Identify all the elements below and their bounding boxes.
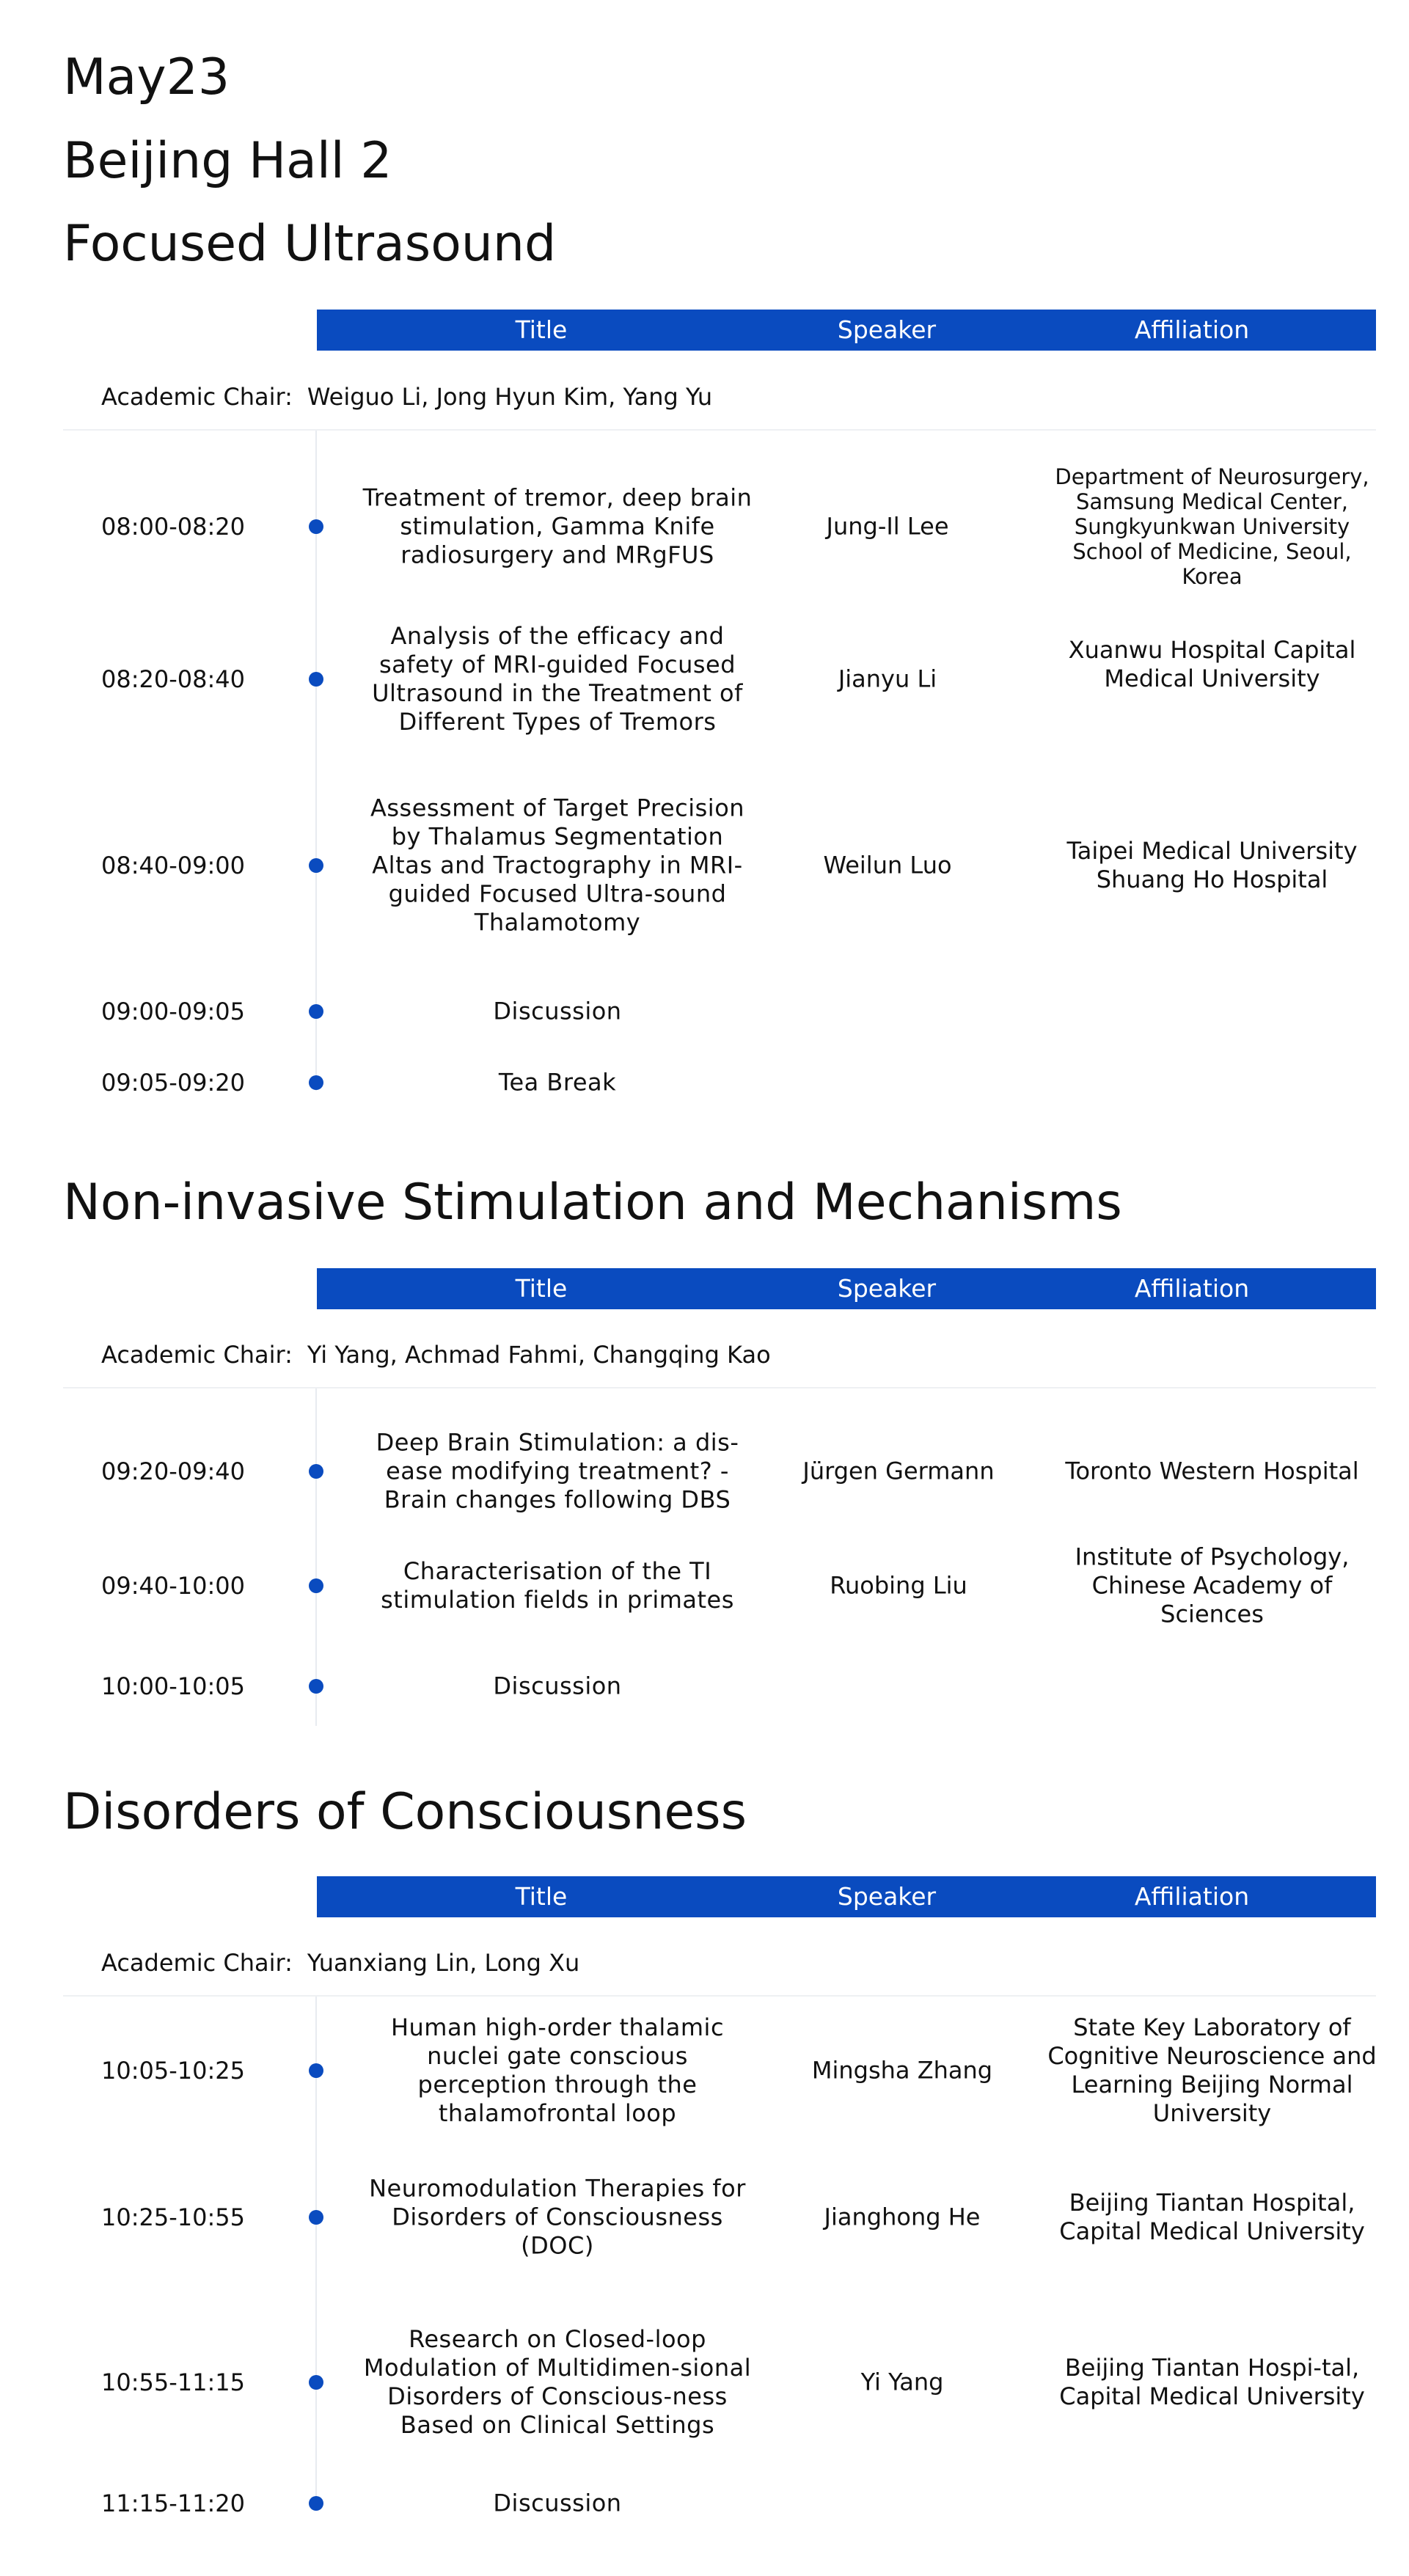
talk-affiliation: Xuanwu Hospital Capital Medical University xyxy=(1068,636,1356,692)
event-venue: Beijing Hall 2 xyxy=(63,132,392,190)
talk-speaker: Weilun Luo xyxy=(823,851,952,879)
timeline-dot xyxy=(309,1578,323,1593)
talk-title: Characterisation of the TI stimulation fields in primates xyxy=(381,1557,734,1614)
session-title: Non-invasive Stimulation and Mechanisms xyxy=(63,1174,1122,1232)
column-header-title: Title xyxy=(515,315,568,344)
timeline-dot xyxy=(309,1004,323,1019)
column-header-title: Title xyxy=(515,1882,568,1911)
timeline-dot xyxy=(309,2210,323,2225)
time-slot: 10:05-10:25 xyxy=(101,2057,245,2085)
academic-chair-label: Academic Chair: xyxy=(101,383,293,411)
time-slot: 09:20-09:40 xyxy=(101,1457,245,1485)
talk-affiliation: Department of Neurosurgery, Samsung Medical Center, Sungkyunkwan University School of Medicine, Seoul, Korea xyxy=(1055,464,1369,589)
timeline-dot xyxy=(309,1679,323,1694)
column-header-affiliation: Affiliation xyxy=(1134,1882,1250,1911)
column-header-title: Title xyxy=(515,1274,568,1303)
talk-speaker: Jürgen Germann xyxy=(802,1457,995,1485)
event-date: May23 xyxy=(63,48,230,106)
talk-title: Deep Brain Stimulation: a dis-ease modifying treatment? -Brain changes following DBS xyxy=(376,1428,739,1514)
time-slot: 08:00-08:20 xyxy=(101,513,245,541)
talk-title: Treatment of tremor, deep brain stimulation, Gamma Knife radiosurgery and MRgFUS xyxy=(362,483,753,569)
column-header-speaker: Speaker xyxy=(837,315,937,344)
academic-chair-label: Academic Chair: xyxy=(101,1949,293,1977)
session-title: Focused Ultrasound xyxy=(63,215,557,273)
talk-title: Discussion xyxy=(493,997,622,1025)
talk-speaker: Mingsha Zhang xyxy=(811,2056,993,2085)
talk-affiliation: Beijing Tiantan Hospital, Capital Medical University xyxy=(1059,2189,1365,2245)
talk-title: Tea Break xyxy=(498,1068,617,1097)
time-slot: 10:25-10:55 xyxy=(101,2203,245,2231)
time-slot: 09:05-09:20 xyxy=(101,1069,245,1097)
time-slot: 09:40-10:00 xyxy=(101,1572,245,1600)
talk-affiliation: State Key Laboratory of Cognitive Neuroscience and Learning Beijing Normal University xyxy=(1047,2013,1377,2127)
column-header-speaker: Speaker xyxy=(837,1882,937,1911)
timeline-dot xyxy=(309,2496,323,2511)
divider xyxy=(63,1995,1376,1997)
academic-chair xyxy=(101,1949,579,1977)
talk-affiliation: Beijing Tiantan Hospi-tal, Capital Medical University xyxy=(1059,2354,1365,2410)
session-title: Disorders of Consciousness xyxy=(63,1783,747,1841)
academic-chair xyxy=(101,383,712,411)
talk-title: Neuromodulation Therapies for Disorders of Consciousness (DOC) xyxy=(369,2174,746,2260)
talk-affiliation: Taipei Medical University Shuang Ho Hospital xyxy=(1066,837,1358,893)
timeline-dot xyxy=(309,858,323,873)
timeline-dot xyxy=(309,672,323,687)
timeline-dot xyxy=(309,519,323,534)
talk-speaker: Yi Yang xyxy=(860,2368,944,2396)
academic-chair-names: Yuanxiang Lin, Long Xu xyxy=(307,1949,580,1977)
timeline-dot xyxy=(309,1464,323,1479)
talk-affiliation: Toronto Western Hospital xyxy=(1065,1457,1359,1485)
column-header-affiliation: Affiliation xyxy=(1134,315,1250,344)
timeline-dot xyxy=(309,2063,323,2078)
academic-chair-label: Academic Chair: xyxy=(101,1341,293,1369)
column-header-affiliation: Affiliation xyxy=(1134,1274,1250,1303)
talk-title: Analysis of the efficacy and safety of MRI-guided Focused Ultrasound in the Treatment of Different Types of Tremors xyxy=(372,622,743,736)
timeline-dot xyxy=(309,1075,323,1090)
time-slot: 10:55-11:15 xyxy=(101,2368,245,2396)
academic-chair-names: Weiguo Li, Jong Hyun Kim, Yang Yu xyxy=(307,383,713,411)
divider xyxy=(63,429,1376,431)
table-header xyxy=(317,310,1376,351)
divider xyxy=(63,1387,1376,1388)
time-slot: 11:15-11:20 xyxy=(101,2489,245,2517)
table-header xyxy=(317,1268,1376,1309)
timeline-line xyxy=(315,1388,317,1726)
talk-title: Discussion xyxy=(493,1672,622,1700)
talk-speaker: Jianghong He xyxy=(824,2203,981,2231)
time-slot: 08:20-08:40 xyxy=(101,665,245,693)
talk-speaker: Ruobing Liu xyxy=(830,1571,967,1600)
time-slot: 10:00-10:05 xyxy=(101,1672,245,1700)
talk-title: Research on Closed-loop Modulation of Multidimen-sional Disorders of Conscious-ness Based on Clinical Settings xyxy=(363,2325,752,2439)
column-header-speaker: Speaker xyxy=(837,1274,937,1303)
talk-title: Assessment of Target Precision by Thalamus Segmentation Altas and Tractography in MRI-guided Focused Ultra-sound Thalamotomy xyxy=(370,794,745,937)
talk-speaker: Jianyu Li xyxy=(838,665,937,693)
talk-affiliation: Institute of Psychology, Chinese Academy of Sciences xyxy=(1075,1543,1350,1628)
talk-speaker: Jung-Il Lee xyxy=(826,512,949,541)
academic-chair xyxy=(101,1341,771,1369)
time-slot: 08:40-09:00 xyxy=(101,852,245,879)
timeline-dot xyxy=(309,2375,323,2390)
talk-title: Discussion xyxy=(493,2489,622,2517)
academic-chair-names: Yi Yang, Achmad Fahmi, Changqing Kao xyxy=(307,1341,771,1369)
talk-title: Human high-order thalamic nuclei gate conscious perception through the thalamofrontal loop xyxy=(390,2013,725,2127)
time-slot: 09:00-09:05 xyxy=(101,998,245,1025)
table-header xyxy=(317,1876,1376,1917)
